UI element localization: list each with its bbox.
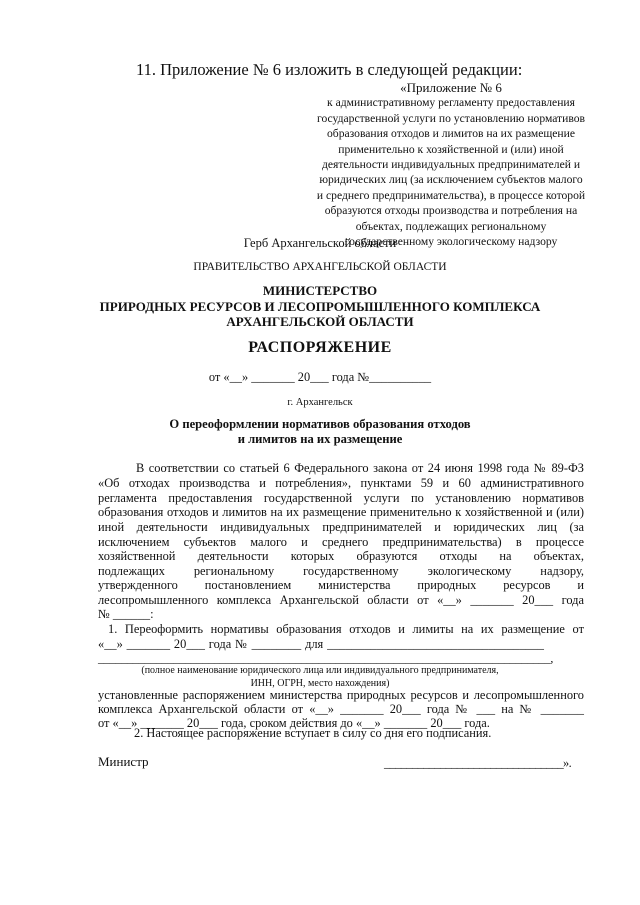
document-type: РАСПОРЯЖЕНИЕ (248, 339, 392, 356)
body-line: подлежащих региональному государственному экологическому надзору, (98, 564, 584, 578)
organization-blank-line: ______________________________________________________________________________, (98, 651, 554, 665)
ministry-line: АРХАНГЕЛЬСКОЙ ОБЛАСТИ (226, 314, 414, 329)
caption-line: ИНН, ОГРН, место нахождения) (250, 678, 390, 689)
after-line: установленные распоряжением министерства природных ресурсов и лесопромышленного (98, 688, 584, 702)
signature-line: ________________________________». (384, 756, 572, 770)
body-line: иной деятельности индивидуальных предпринимателей и юридических лиц (за (98, 520, 584, 534)
point1-line: 1. Переоформить нормативы образования отходов и лимиты на их размещение от (108, 622, 584, 636)
point2-text: 2. Настоящее распоряжение вступает в силу со дня его подписания. (134, 726, 492, 740)
appendix-block (292, 80, 610, 249)
point1-line: «__» _______ 20___ года № ________ для ___________________________________ (98, 637, 544, 651)
appendix-line: образуются отходы производства и потребления на (324, 204, 578, 218)
date-number-line: от «__» _______ 20___ года №__________ (208, 370, 432, 384)
appendix-line: образования отходов и лимитов на их размещение (327, 127, 575, 141)
subject-line: О переоформлении нормативов образования отходов (169, 417, 471, 431)
coat-of-arms-label: Герб Архангельской области (243, 236, 397, 250)
body-line: «Об отходах производства и потребления», пунктами 59 и 60 административного (98, 476, 584, 490)
minister-label: Министр (98, 754, 149, 769)
body-line: образования отходов и лимитов на их размещение применительно к хозяйственной и (или) (98, 505, 584, 519)
body-line: В соответствии со статьей 6 Федерального закона от 24 июня 1998 года № 89-ФЗ (136, 461, 584, 475)
appendix-line: государственному экологическому надзору (344, 235, 558, 249)
after-line: от «__» _______ 20___ года, сроком действия до «__» _______ 20___ года. (98, 716, 490, 730)
subject-title (0, 417, 640, 447)
appendix-line: применительно к хозяйственной и (или) иной (338, 142, 564, 156)
blank-caption (0, 664, 640, 690)
item-heading: 11. Приложение № 6 изложить в следующей редакции: (136, 60, 523, 79)
body-line: регламента предоставления государственной услуги по установлению нормативов (98, 491, 584, 505)
body-line: исключением субъектов малого и среднего предпринимательства) в процессе (98, 535, 584, 549)
body-line: хозяйственной деятельности которых образуются отходы на объектах, (98, 549, 584, 563)
ministry-line: ПРИРОДНЫХ РЕСУРСОВ И ЛЕСОПРОМЫШЛЕННОГО КОМПЛЕКСА (99, 298, 541, 314)
ministry-title (0, 283, 640, 330)
ministry-line: МИНИСТЕРСТВО (262, 283, 378, 298)
city-label: г. Архангельск (287, 397, 353, 408)
appendix-line: деятельности индивидуальных предпринимателей и (321, 158, 581, 172)
subject-line: и лимитов на их размещение (237, 432, 403, 446)
body-line: № ______: (98, 607, 154, 621)
body-line: лесопромышленного комплекса Архангельской области от «__» _______ 20___ года (98, 593, 584, 607)
appendix-line: к административному регламенту предоставления (327, 96, 575, 110)
appendix-line: объектах, подлежащих региональному (355, 219, 547, 233)
government-title: ПРАВИТЕЛЬСТВО АРХАНГЕЛЬСКОЙ ОБЛАСТИ (193, 261, 447, 273)
after-line: комплекса Архангельской области от «__» _______ 20___ года № ___ на № _______ (98, 702, 584, 716)
appendix-line: юридических лиц (за исключением субъектов малого (319, 173, 583, 187)
appendix-line: государственной услуги по установлению нормативов (317, 111, 585, 125)
appendix-line: и среднего предпринимательства), в процессе которой (316, 188, 586, 202)
body-line: утвержденного постановлением министерства природных ресурсов и (98, 578, 584, 592)
caption-line: (полное наименование юридического лица или индивидуального предпринимателя, (141, 665, 499, 676)
appendix-line: «Приложение № 6 (400, 80, 502, 95)
